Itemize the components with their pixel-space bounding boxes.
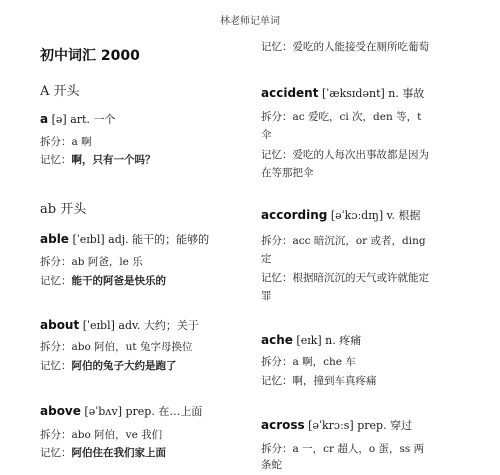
meaning: 在…上面 [158,405,203,418]
phonetic: [əˈbʌv] prep. [84,405,155,418]
memory-label: 记忆： [40,447,72,459]
split-line: 拆分：ab 阿爸，le 乐 [40,256,143,268]
memory-text: 能干的阿爸是快乐的 [71,275,166,287]
memory-line: 记忆：爱吃的人能接受在厕所吃葡萄 [261,41,429,53]
entry-head-a [40,112,245,127]
meaning: 穿过 [390,419,413,432]
entry-head-above [40,404,245,419]
headword: accident [261,86,319,100]
entry-head-about [40,318,245,333]
split-line: 拆分：a 一，cr 超人，o 蛋，ss 两 [261,443,425,455]
phonetic: [ə] art. [51,113,90,126]
meaning: 事故 [402,87,425,100]
meaning: 一个 [93,113,116,126]
entry-head-ache [261,333,486,348]
memory-line [40,444,245,462]
split-line-cont: 伞 [261,129,272,141]
memory-label: 记忆： [40,154,72,166]
memory-text: 阿伯的兔子大约是跑了 [71,360,177,372]
entry-head-able [40,232,245,247]
phonetic: [eɪk] n. [296,334,336,347]
meaning: 疼痛 [339,334,362,347]
phonetic: [ˈeɪbl] adv. [82,319,141,332]
document-title: 初中词汇 2000 [40,48,140,64]
split-line: 拆分：abo 阿伯，ut 兔字母换位 [40,341,193,353]
memory-text: 阿伯住在我们家上面 [71,447,166,459]
memory-line: 记忆：啊，撞到车真疼痛 [261,375,377,387]
headword: able [40,232,69,246]
split-line: 拆分：acc 暗沉沉，or 或者，ding [261,235,426,247]
memory-line-cont: 罪 [261,290,272,302]
memory-line [40,272,245,290]
split-line-cont: 定 [261,253,272,265]
section-heading-a: A 开头 [40,84,80,99]
memory-line: 记忆：根据暗沉沉的天气或许就能定 [261,272,429,284]
meaning: 根据 [398,209,421,222]
split-line: 拆分：ac 爱吃，ci 次，den 等，t [261,111,422,123]
headword: about [40,318,80,332]
headword: a [40,112,49,126]
phonetic: [əˈkrɔːs] prep. [308,419,387,432]
headword: ache [261,333,293,347]
entry-head-according [261,208,486,223]
phonetic: [ˈæksɪdənt] n. [321,87,399,100]
memory-line-cont: 在等那把伞 [261,167,314,179]
entry-head-across [261,418,486,433]
memory-line [40,357,245,375]
memory-text: 啊，只有一个吗？ [71,154,156,166]
meaning: 大约；关于 [143,319,199,332]
memory-line [40,151,245,169]
split-line-cont: 条蛇 [261,459,282,471]
memory-line: 记忆：爱吃的人每次出事故都是因为 [261,149,429,161]
meaning: 能干的；能够的 [132,233,210,246]
headword: according [261,208,328,222]
entry-head-accident [261,86,486,101]
memory-label: 记忆： [40,360,72,372]
page-header: 林老师记单词 [220,16,280,27]
split-line: 拆分：abo 阿伯，ve 我们 [40,429,163,441]
memory-label: 记忆： [40,275,72,287]
headword: across [261,418,305,432]
split-line: 拆分：a 啊，che 车 [261,356,356,368]
headword: above [40,404,81,418]
phonetic: [əˈkɔːdɪŋ] v. [330,209,396,222]
phonetic: [ˈeɪbl] adj. [72,233,129,246]
section-heading-ab: ab 开头 [40,202,87,217]
split-line: 拆分：a 啊 [40,136,92,148]
